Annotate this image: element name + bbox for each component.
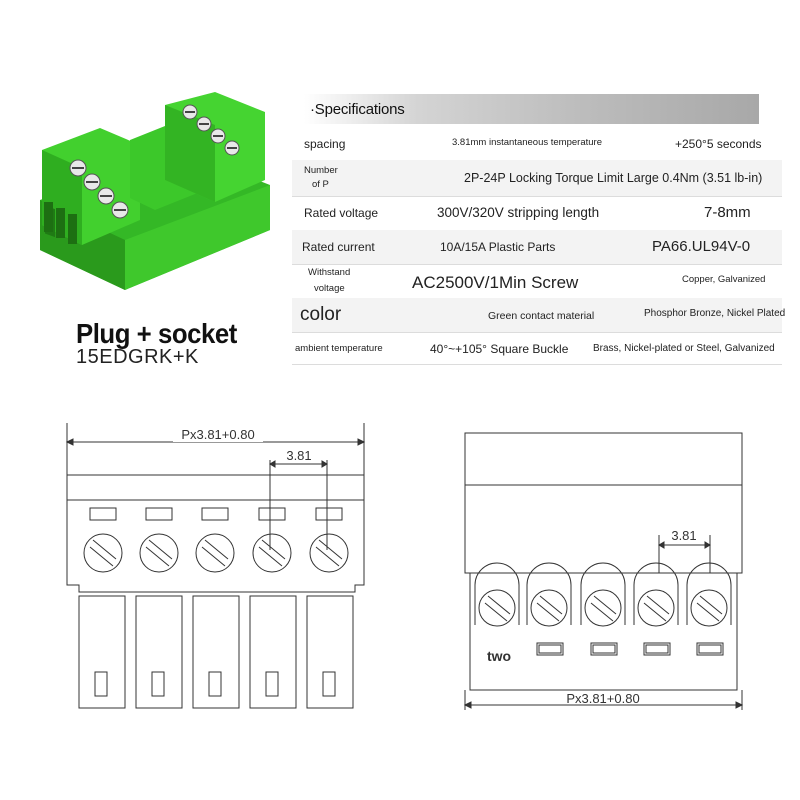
socket-drawing xyxy=(455,425,755,720)
plug-body xyxy=(67,500,364,592)
spec-value: 40°~+105° Square Buckle xyxy=(430,342,569,356)
spec-extra: Copper, Galvanized xyxy=(682,274,766,285)
spec-value: 2P-24P Locking Torque Limit Large 0.4Nm (3.51 lb-in) xyxy=(464,171,763,185)
spec-extra: Phosphor Bronze, Nickel Plated xyxy=(644,308,786,319)
spec-row-ambient-temperature xyxy=(292,332,782,365)
spec-label: Number xyxy=(304,165,338,176)
specifications-table xyxy=(292,92,786,367)
spec-label: Rated current xyxy=(302,240,375,254)
specifications-title: ·Specifications xyxy=(310,101,405,118)
spec-row-rated-voltage xyxy=(292,196,782,231)
spec-row-spacing xyxy=(292,128,782,161)
spec-value: 300V/320V stripping length xyxy=(437,205,600,220)
spec-extra: PA66.UL94V-0 xyxy=(652,238,751,255)
spec-row-number-of-p xyxy=(292,160,782,197)
plug-pitch-dimension: 3.81 xyxy=(286,448,312,463)
spec-row-color xyxy=(292,298,786,333)
plug-overall-dimension: Px3.81+0.80 xyxy=(181,427,255,442)
plug-pins xyxy=(79,596,353,708)
product-model: 15EDGRK+K xyxy=(76,346,199,368)
spec-label: color xyxy=(300,304,342,325)
specifications-header xyxy=(304,94,759,124)
spec-label: spacing xyxy=(304,137,346,151)
spec-extra: 7-8mm xyxy=(704,204,751,221)
socket-note: two xyxy=(487,648,512,664)
socket-body-top xyxy=(465,433,742,485)
spec-extra: Brass, Nickel-plated or Steel, Galvanized xyxy=(593,343,775,354)
screw-icon xyxy=(84,534,348,572)
spec-extra: +250°5 seconds xyxy=(675,137,762,151)
socket-slots xyxy=(537,643,723,655)
spec-value: 3.81mm instantaneous temperature xyxy=(452,137,602,148)
spec-label: of P xyxy=(312,179,329,190)
plug-drawing xyxy=(55,420,385,720)
plug-body-top xyxy=(67,475,364,500)
spec-label: voltage xyxy=(314,283,345,294)
product-caption xyxy=(76,318,251,369)
spec-row-withstand-voltage xyxy=(292,264,782,299)
spec-label: ambient temperature xyxy=(295,343,383,354)
spec-value: AC2500V/1Min Screw xyxy=(412,273,579,292)
spec-label: Rated voltage xyxy=(304,206,379,220)
screw-icon xyxy=(475,563,731,626)
product-photo xyxy=(30,90,280,310)
product-title: Plug + socket xyxy=(76,318,237,349)
socket-pitch-dimension: 3.81 xyxy=(671,528,697,543)
spec-value: Green contact material xyxy=(488,310,595,322)
plug-slots xyxy=(90,508,342,520)
socket-overall-dimension: Px3.81+0.80 xyxy=(566,691,640,706)
spec-label: Withstand xyxy=(308,267,351,278)
spec-row-rated-current xyxy=(292,230,782,265)
spec-value: 10A/15A Plastic Parts xyxy=(440,240,556,254)
